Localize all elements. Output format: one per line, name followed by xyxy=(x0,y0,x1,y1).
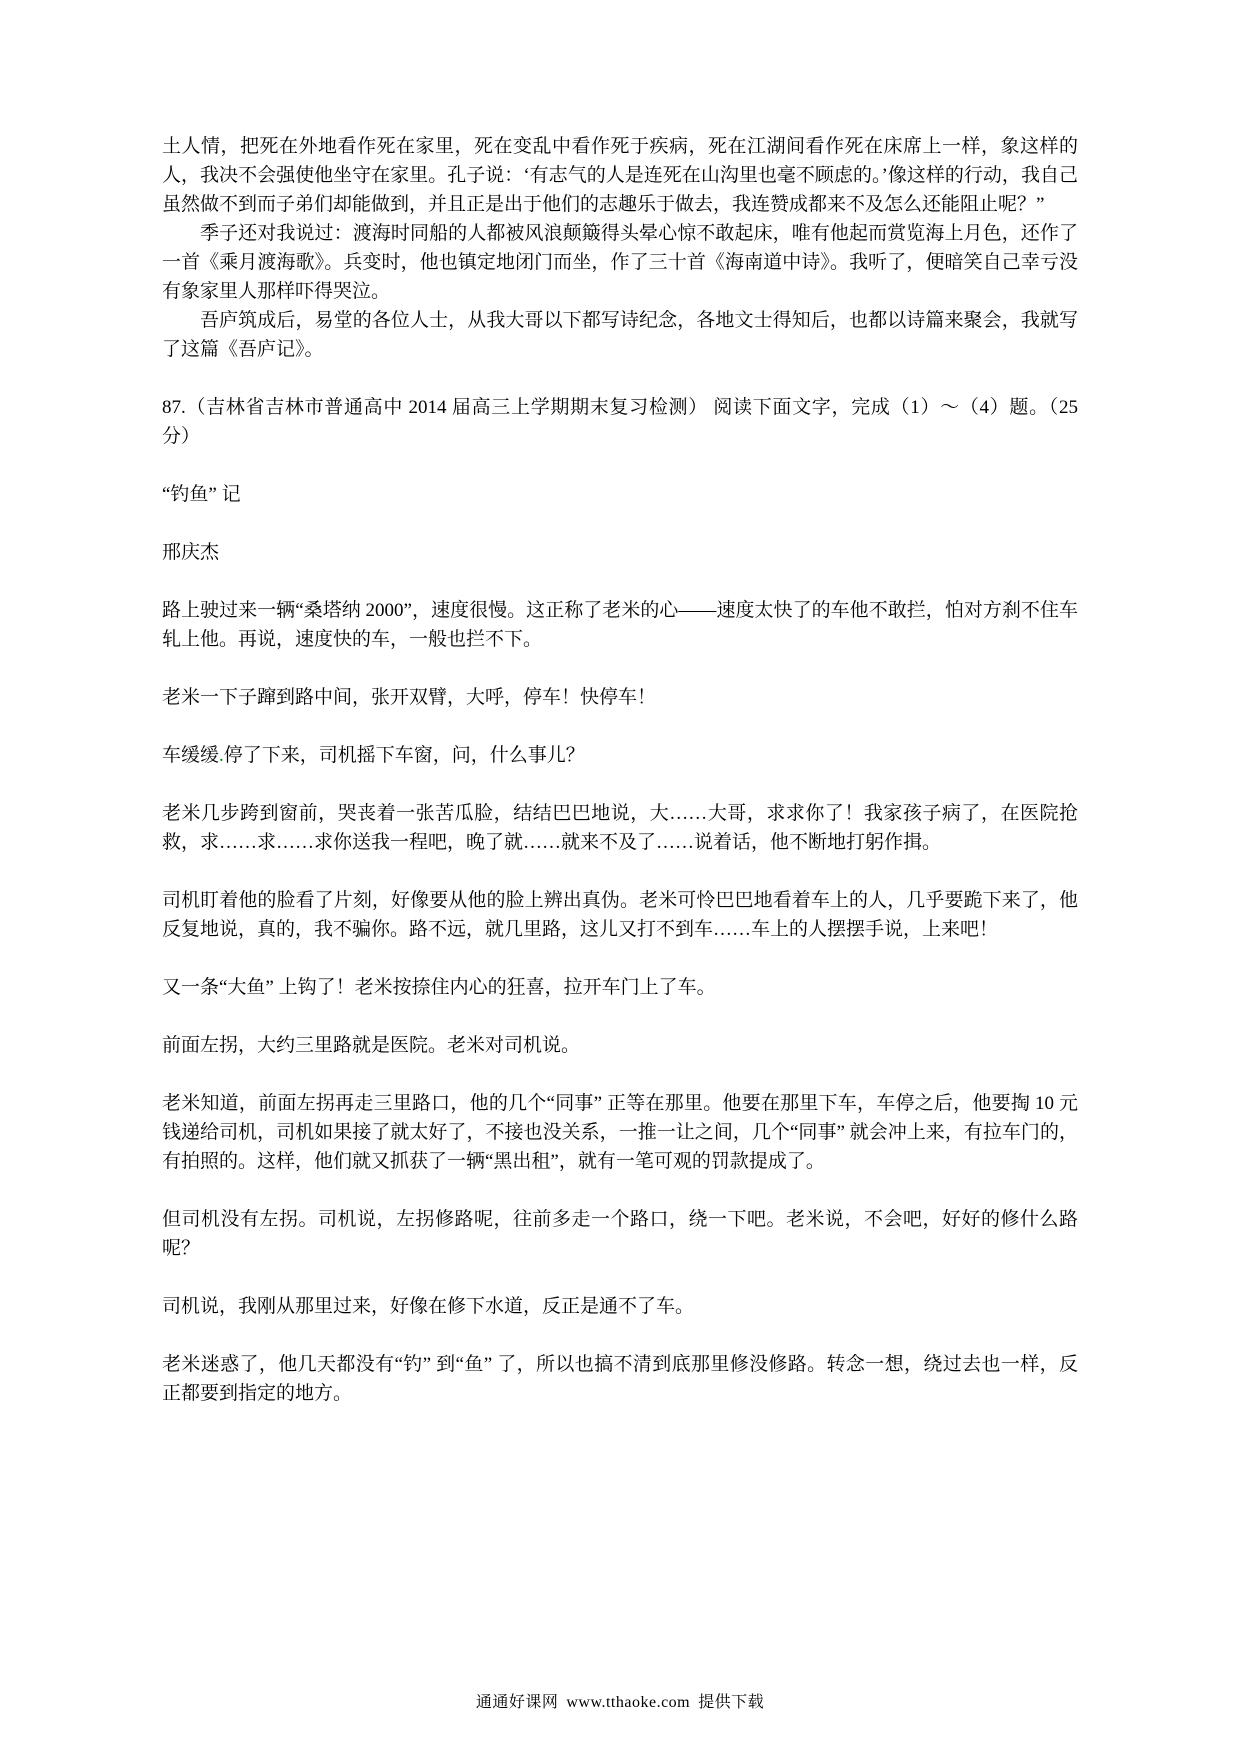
text-run: 邢庆杰 xyxy=(162,542,220,563)
text-run: 又一条“大鱼” 上钩了！老米按捺住内心的狂喜，拉开车门上了车。 xyxy=(162,977,716,998)
text-run: 老米几步跨到窗前，哭丧着一张苦瓜脸，结结巴巴地说，大……大哥，求求你了！我家孩子病了，在医院抢救，求……求……求你送我一程吧，晚了就……就来不及了……说着话，他不断地打躬作揖。 xyxy=(162,803,1078,853)
proof-mark: . xyxy=(219,745,224,766)
text-run: 停了下来，司机摇下车窗，问，什么事儿？ xyxy=(223,745,585,766)
document-body xyxy=(162,132,1078,1408)
text-run: 87.（吉林省吉林市普通高中 2014 届高三上学期期末复习检测） 阅读下面文字，完成（1）～（4）题。（25 分） xyxy=(162,397,1078,447)
text-run: 老米一下子蹿到路中间，张开双臂，大呼，停车！快停车！ xyxy=(162,687,657,708)
paragraph xyxy=(162,596,1078,654)
footer-download-note: 提供下载 xyxy=(698,1694,765,1711)
paragraph xyxy=(162,1292,1078,1321)
text-run: 老米知道，前面左拐再走三里路口，他的几个“同事” 正等在那里。他要在那里下车，车停之后，他要掏 10 元钱递给司机，司机如果接了就太好了，不接也没关系，一推一让之间，几个“同事” 就会冲上来，有拉车门的，有拍照的。这样，他们就又抓获了一辆“黑出租”，就有一笔可观的罚款提成了。 xyxy=(162,1093,1078,1172)
paragraph xyxy=(162,886,1078,944)
text-run: 季子还对我说过：渡海时同船的人都被风浪颠簸得头晕心惊不敢起床，唯有他起而赏览海上月色，还作了一首《乘月渡海歌》。兵变时，他也镇定地闭门而坐，作了三十首《海南道中诗》。我听了，便暗笑自己幸亏没有象家里人那样吓得哭泣。 xyxy=(162,223,1078,302)
paragraph xyxy=(162,219,1078,306)
paragraph xyxy=(162,683,1078,712)
paragraph xyxy=(162,1089,1078,1176)
paragraph xyxy=(162,1350,1078,1408)
text-run: 车缓缓 xyxy=(162,745,220,766)
text-run: 土人情，把死在外地看作死在家里，死在变乱中看作死于疾病，死在江湖间看作死在床席上一样，象这样的人，我决不会强使他坐守在家里。孔子说：‘有志气的人是连死在山沟里也毫不顾虑的。’像这样的行动，我自己虽然做不到而子弟们却能做到，并且正是出于他们的志趣乐于做去，我连赞成都来不及怎么还能阻止呢？” xyxy=(162,136,1078,215)
text-run: 吾庐筑成后，易堂的各位人士，从我大哥以下都写诗纪念，各地文士得知后，也都以诗篇来聚会，我就写了这篇《吾庐记》。 xyxy=(162,310,1078,360)
paragraph xyxy=(162,973,1078,1002)
text-run: “钓鱼” 记 xyxy=(162,484,241,505)
paragraph xyxy=(162,1205,1078,1263)
paragraph xyxy=(162,538,1078,567)
footer-site-name: 通通好课网 xyxy=(475,1694,559,1711)
paragraph xyxy=(162,480,1078,509)
footer-site-url: www.tthaoke.com xyxy=(566,1694,691,1711)
text-run: 前面左拐，大约三里路就是医院。老米对司机说。 xyxy=(162,1035,581,1056)
paragraph xyxy=(162,799,1078,857)
page-footer xyxy=(0,1692,1240,1714)
text-run: 但司机没有左拐。司机说，左拐修路呢，往前多走一个路口，绕一下吧。老米说，不会吧，好好的修什么路呢？ xyxy=(162,1209,1078,1259)
text-run: 路上驶过来一辆“桑塔纳 2000”，速度很慢。这正称了老米的心——速度太快了的车他不敢拦，怕对方刹不住车轧上他。再说，速度快的车，一般也拦不下。 xyxy=(162,600,1078,650)
text-run: 司机盯着他的脸看了片刻，好像要从他的脸上辨出真伪。老米可怜巴巴地看着车上的人，几乎要跪下来了，他反复地说，真的，我不骗你。路不远，就几里路，这儿又打不到车……车上的人摆摆手说，上来吧！ xyxy=(162,890,1078,940)
paragraph xyxy=(162,741,1078,770)
text-run: 司机说，我刚从那里过来，好像在修下水道，反正是通不了车。 xyxy=(162,1296,695,1317)
paragraph xyxy=(162,132,1078,219)
paragraph xyxy=(162,1031,1078,1060)
text-run: 老米迷惑了，他几天都没有“钓” 到“鱼” 了，所以也搞不清到底那里修没修路。转念一想，绕过去也一样，反正都要到指定的地方。 xyxy=(162,1354,1078,1404)
paragraph xyxy=(162,306,1078,364)
paragraph xyxy=(162,393,1078,451)
